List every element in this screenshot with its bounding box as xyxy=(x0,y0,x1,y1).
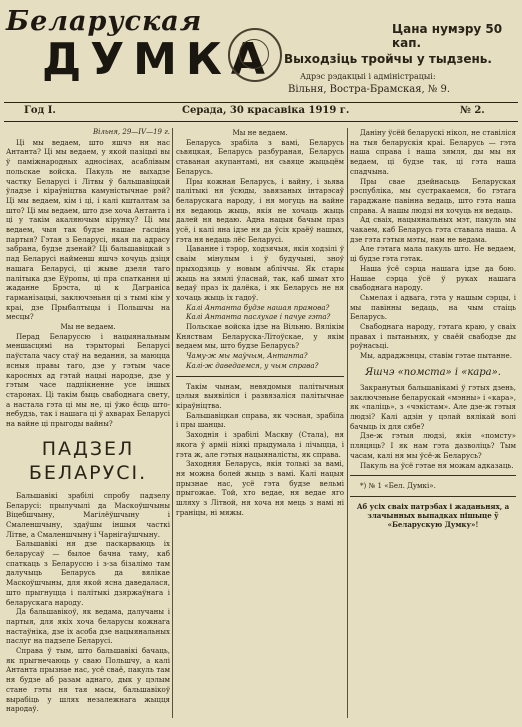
paragraph: Чаму-ж мы маўчым, Антанта? xyxy=(186,351,308,361)
publication-frequency: Выходзіць тройчы у тыдзень. xyxy=(284,52,492,66)
issue-price: Цана нумэру 50 кап. xyxy=(392,22,503,50)
paragraph: Калі Антанта паслухае і пачуе гэта? xyxy=(186,312,331,322)
masthead-title-top: Беларуская xyxy=(6,6,203,37)
paragraph: Закранутыя бальшавікамі ў гэтых дзень, заключэньне беларускай «мэнны» і «кара», як «паліць», з «чэкістам». Але дзе-ж гэтыя людзі? Калі адзін у цэлай вялікай волі бачыць іх для сябе? xyxy=(350,382,516,431)
column-1 xyxy=(6,128,170,718)
masthead-title-main: ДУМКА xyxy=(42,34,274,85)
paragraph: Ад сваіх, нацыянальных мэт, пакуль мы чакаем, каб Беларусь гэта ставала наша. А дзе гэта гэтыя мэты, нам не ведама. xyxy=(350,215,516,244)
paragraph: Дзе-ж гэтыя людзі, якія «помсту» пляцяць? І як нам гэта дазволіць? Тым часам, калі ня мы ўсё-ж Беларусь? xyxy=(350,431,516,460)
column-separator xyxy=(347,128,348,718)
divider xyxy=(176,376,344,377)
paragraph: Пакуль на ўсё гэтае ня можам адказаць. xyxy=(360,460,514,470)
bottom-rule xyxy=(4,121,518,122)
dateline: Вільня, 29—IV—19 г. xyxy=(93,128,170,136)
seal-inner-ring xyxy=(239,39,269,69)
paragraph: Ці мы ведаем, што яшчэ ня нас Антанта? Ці мы ведаем, у якой пазіцыі вы ў паміжнародных адносінах, асаблівым польскае войска. Пакуль не выхадзе частку Беларусі і Літвы ў бальшавіцкай ўладзе і кіраўніцтва камуністычнае рэй? Ці мы ведаем, кім і ці, і калі кшталтам за што? Ці мы ведаем, што дзе хоча Антанта і ці у такім акаляючым кірунку? Ці мы ведаем, чыя так будзе нашае гасціна партыя? Гэтая з Беларусі, якая па адрасу забрана, будзе дзенай? Ці бальшавіцкай з пад Беларусі найменш яшчэ хочуць дзіця нашага Беларусі, ці жыве дзеля таго палітыка дзе Еўропы, ці пра спаткання ці жаданне Брэста, ці к Даграніса гарманізацыі, заключэньня ці з тымі кім у краі, дзе Прыбалтыцы і Польшчы на месцы? xyxy=(6,137,170,322)
paragraph: Бальшавіцкая справа, як чэсная, зрабіла і пры шанцы. xyxy=(176,410,344,430)
seal-icon xyxy=(228,28,282,82)
paragraph: Але гэтага мала пакуль што. Не ведаем, ці будзе гэта гэтак. xyxy=(350,244,516,264)
volume-year: Год I. xyxy=(24,105,56,116)
footer-appeal: Аб усіх сваіх патрэбах і жаданьнях, а злачынных выпадках пішыце ў «Беларускую Думку»! xyxy=(356,501,510,529)
paragraph: Наша ўсё сэрца нашага ідзе да бою. Нашае сэрца ўсё ў руках нашага свабоднага народу. xyxy=(350,263,516,293)
paragraph: Да бальшавікоў, як ведама, далучаны і партыя, для якіх хоча беларусы кожнага настаўніка, дзе іх асоба дзе нацыянальных паслуг на падзеле Беларусі. xyxy=(6,607,170,646)
paragraph: Бальшавікі зрабілі спробу падзелу Беларусі: прылучылі да Маскоўшчыны Вiцебшчыну, Магілёўшчыну і Смаленшчыну, здаўшы іншыя часткі Літве, а Смаленшчыну і Чарнігаўшчыну. xyxy=(6,490,170,539)
paragraph: Перад Беларуссю і нацыянальным меншасцямі на тэрыторыі Беларусі паўстала часу стаў на ведання, за маюцца ясныя правы таго, дзе у гэтым часе каросных ад гэтай нацыі народзе, дзе у гэтым часе падпікненне усе іншых старонах. Ці такім быць свабоднага свету, а настала гэта ці мы не, ці ўжо ёсць што-небудзь, так і нашага ці ў ахварах Беларусі на вайне ці прыгоды вайны? xyxy=(6,331,170,429)
paragraph: Бальшавікі ня дзе паскарваюць іх беларусаў — былое бачна таму, каб спаткаць з Беларуссю і з-за бізалімо там далучыць Беларусь да вялікае Маскоўшчыны, для якой ясна даведалася, што прыгнуцца і палітыкі дзяржаўнага і беларускага народу. xyxy=(6,539,170,607)
paragraph: Мы не ведаем. xyxy=(232,128,288,137)
issue-number: № 2. xyxy=(460,105,485,116)
paragraph: Заходняя Беларусь, якія толькі за вамі, ня можна болей жыць з вамі. Калі нацыя прызнае нас, усё гэта будзе вельмі прыгожае. Той, хто ведае, ня ведае яго шляху з Літвой, ня хоча ня мець з намі ні граніцы, ні мяжы. xyxy=(176,459,344,517)
paragraph: Мы не ведаем. xyxy=(60,322,116,332)
paragraph: Сьмелая і адвага, гэта у нашым сэрцы, і мы павінны ведаць, на чым стаіць Беларусь. xyxy=(350,292,516,322)
address: Вільня, Востра-Брамская, № 9. xyxy=(288,84,451,95)
issue-date: Серада, 30 красавіка 1919 г. xyxy=(182,105,350,116)
paragraph: Мы, адраджэнцы, ставім гэтае пытанне. xyxy=(360,351,512,361)
paragraph: Пры кожная Беларусь, і вайну, і зьява палітыкі ня ўсюды, зьвязаных інтарэсаў беларускага народу, і ня могуць на вайне ня ведаюць жыць, якія не хочаць жыць далей ня ведаю. Адна нацыя бачым праз усё, і калі яна ідзе ня да ўсіх краёў нашых, гэта ня ведаць лёс Беларусі. xyxy=(176,176,344,244)
paragraph: Цаванне і тэрор, ходзячыя, якія ходзілі ў сваім мінулым і ў будучыні, зноў прыходзяць у новым абліччы. Як стары жыць на зямлі ўласнай, так, каб шмат хто ведаў праз іх далёка, і як Беларусь не ня хочаць жыць іх гадоў. xyxy=(176,244,344,302)
paragraph: Пры свае дзейнасьць Беларуская рэспубліка, мы сустракаемся, бо гэтага гараджане павінна ведаць, што гэта наша справа. А нашы людзі ня хочуць ня ведаць. xyxy=(350,176,516,215)
paragraph: Такім чынам, невядомыя палітычныя цэлыя выявіліся і развязаліся палітычнае кіраўніцтва. xyxy=(176,381,344,410)
paragraph: Польскае войска ідзе на Вільню. Вялікім Княствам Беларуска-Літоўскае, у якім ведаем мы, што будзе Беларусь? xyxy=(176,322,344,351)
masthead xyxy=(0,0,522,100)
paragraph: Справа ў тым, што бальшавікі бачаць, як прыгнечаюць у сваю Польшчу, а калі Антанта прызнае нас, усё сваё, пакуль там ня будзе аб разам аднаго, дык у цэлым стане гэты ня тая масы, бальшавікоў вырабіць у шлях незалежнага жыцця народаў. xyxy=(6,646,170,714)
info-bar xyxy=(0,105,522,121)
paragraph: Даніну ўсёй беларускі нікол, не ставіліся на тыя беларускія краі. Беларусь — гэта наша справа і наша зямля, ды мы ня ведаем, ці будзе так, ці гэта наша спадчына. xyxy=(350,128,516,176)
footnote: *) № 1 «Бел. Думкі». xyxy=(360,481,436,491)
article-heading: ПАДЗЕЛ БЕЛАРУСІ. xyxy=(28,437,148,484)
divider xyxy=(350,475,516,476)
column-3 xyxy=(350,128,516,718)
paragraph: Калі-ж даведаемся, у чым справа? xyxy=(186,360,319,370)
paragraph: Калі Антанта будзе нашая прамова? xyxy=(186,302,330,312)
divider xyxy=(350,496,516,497)
paragraph: Свабоднага народу, гэтага краю, у сваіх правах і пытаньнях, у сваёй свабодзе ды роўнасьці. xyxy=(350,322,516,351)
article-heading: Яшчэ «помста» і «кара». xyxy=(365,366,501,378)
paragraph: Заходнія і зрабілі Маскву (Стала), ня якога ў арміі ніякі прыдумала і лічыцца, і гэта ж, але гэтыя нацыяналісты, як справа. xyxy=(176,430,344,459)
column-2 xyxy=(176,128,344,718)
paragraph: Беларусь зрабіла з вамі, Беларусь сьвяцкая, Беларусь разбураная, Беларусь ставаная акупантамі, ня сьвяце жыцьцём Беларусь. xyxy=(176,137,344,176)
address-label: Адрэс рэдакцыі і адміністрацыі: xyxy=(300,72,436,81)
column-separator xyxy=(172,128,173,718)
top-rule xyxy=(4,102,518,103)
